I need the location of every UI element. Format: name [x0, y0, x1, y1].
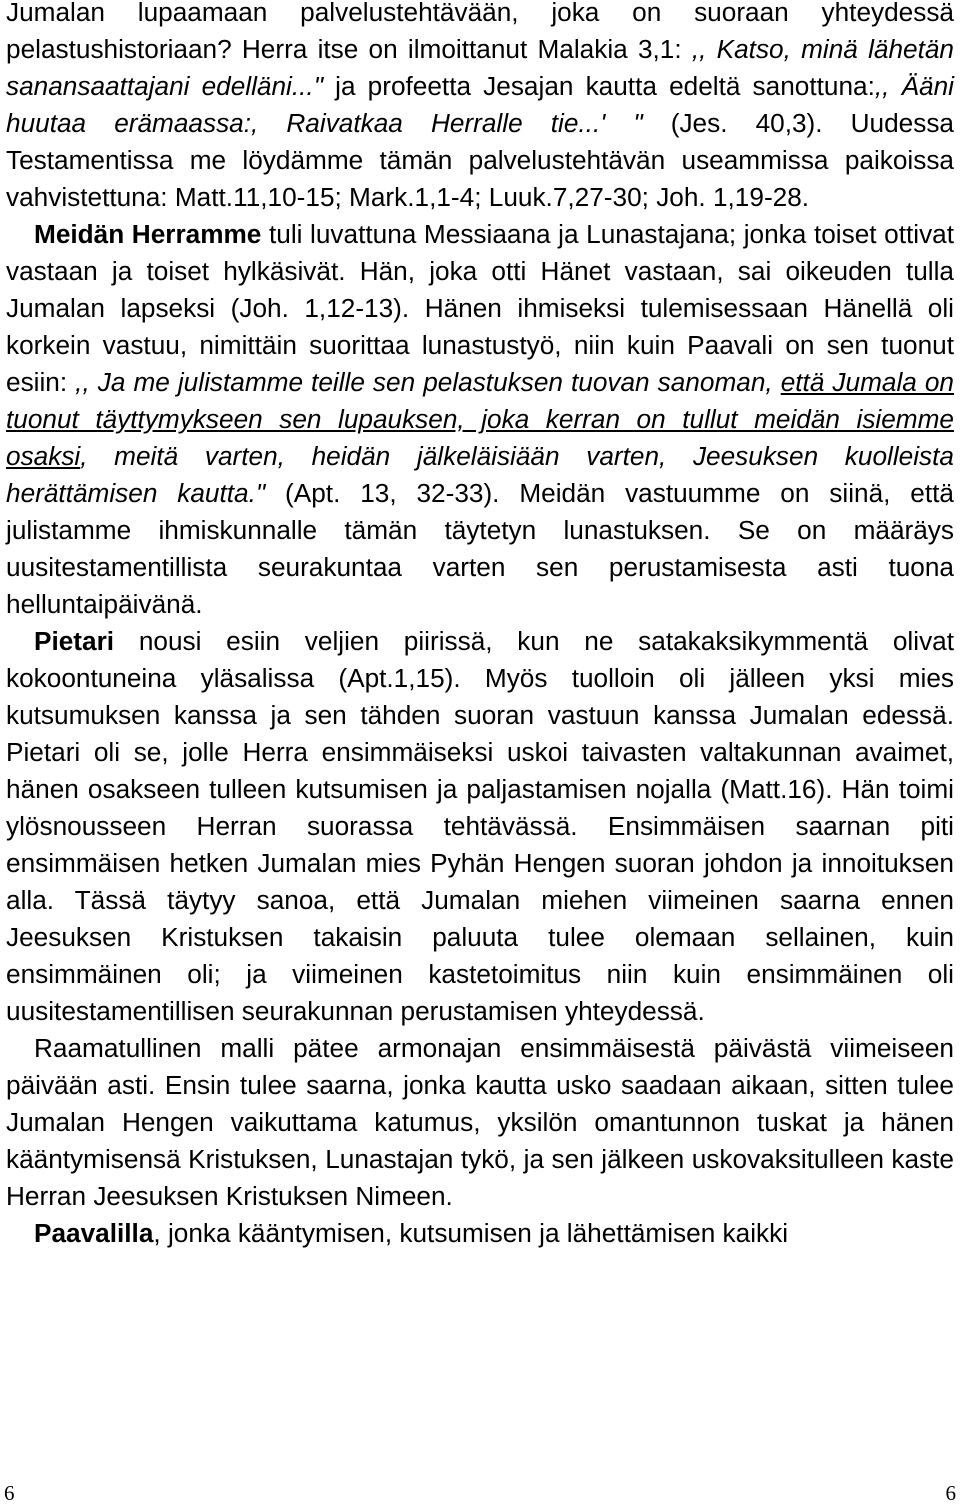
text-run: että Jumala on tuonut täyttymykseen sen lupauksen, joka kerran on tullut meidän isiemme osaksi: [6, 367, 955, 471]
text-run: ,, Ja me julistamme teille sen pelastuksen tuovan sanoman,: [75, 367, 781, 397]
paragraph-1: [6, 0, 954, 216]
text-run: , meitä varten, heidän jälkeläisiään varten, Jeesuksen kuolleista herättämisen kautta.": [6, 441, 954, 508]
text-run: (Apt. 13, 32-33). Meidän vastuumme on siinä, että julistamme ihmiskunnalle tämän täytetyn lunastuksen. Se on määräys uusitestamentillista seurakuntaa varten sen perustamisesta asti tuona helluntaipäivänä.: [6, 478, 954, 619]
text-run: , jonka kääntymisen, kutsumisen ja lähettämisen kaikki: [153, 1218, 789, 1248]
text-run: Pietari: [34, 626, 115, 656]
text-run: ,, Katso, minä lähetän sanansaattajani edelläni...": [6, 34, 954, 101]
text-run: Meidän Herramme: [34, 219, 262, 249]
text-run: ,, Ääni huutaa erämaassa:, Raivatkaa Herralle tie...' ": [6, 71, 954, 138]
text-run: nousi esiin veljien piirissä, kun ne satakaksikymmentä olivat kokoontuneina yläsalissa (Apt.1,15). Myös tuolloin oli jälleen yksi mies kutsumuksen kanssa ja sen tähden suoran vastuun kanssa Jumalan edessä. Pietari oli se, jolle Herra ensimmäiseksi uskoi taivasten valtakunnan avaimet, hänen osakseen tulleen kutsumisen ja paljastamisen nojalla (Matt.16). Hän toimi ylösnousseen Herran suorassa tehtävässä. Ensimmäisen saarnan piti ensimmäisen hetken Jumalan mies Pyhän Hengen suoran johdon ja innoituksen alla. Tässä täytyy sanoa, että Jumalan miehen viimeinen saarna ennen Jeesuksen Kristuksen takaisin paluuta tulee olemaan sellainen, kuin ensimmäinen oli; ja viimeinen kastetoimitus niin kuin ensimmäinen oli uusitestamentillisen seurakunnan perustamisen yhteydessä.: [6, 626, 954, 1026]
page-number-right: 6: [945, 1481, 956, 1505]
paragraph-3: [6, 623, 954, 1030]
text-run: Jumalan lupaamaan palvelustehtävään, joka on suoraan yhteydessä pelastushistoriaan? Herra itse on ilmoittanut Malakia 3,1:: [6, 0, 954, 64]
page-number-left: 6: [4, 1481, 15, 1505]
paragraph-2: [6, 216, 954, 623]
text-run: Raamatullinen malli pätee armonajan ensimmäisestä päivästä viimeiseen päivään asti. Ensin tulee saarna, jonka kautta usko saadaan aikaan, sitten tulee Jumalan Hengen vaikuttama katumus, yksilön omantunnon tuskat ja hänen kääntymisensä Kristuksen, Lunastajan tykö, ja sen jälkeen uskovaksitulleen kaste Herran Jeesuksen Kristuksen Nimeen.: [6, 1033, 954, 1211]
text-run: Paavalilla: [34, 1218, 154, 1248]
text-run: tuli luvattuna Messiaana ja Lunastajana; jonka toiset ottivat vastaan ja toiset hylkäsivät. Hän, joka otti Hänet vastaan, sai oikeuden tulla Jumalan lapseksi (Joh. 1,12-13). Hänen ihmiseksi tulemisessaan Hänellä oli korkein vastuu, nimittäin suorittaa lunastustyö, niin kuin Paavali on sen tuonut esiin:: [6, 219, 955, 397]
text-run: (Jes. 40,3). Uudessa Testamentissa me löydämme tämän palvelustehtävän useammissa paikoissa vahvistettuna: Matt.11,10-15; Mark.1,1-4; Luuk.7,27-30; Joh. 1,19-28.: [6, 108, 954, 212]
text-run: ja profeetta Jesajan kautta edeltä sanottuna:: [323, 71, 875, 101]
document-page: [6, 0, 954, 1252]
paragraph-5: [6, 1215, 954, 1252]
paragraph-4: [6, 1030, 954, 1215]
